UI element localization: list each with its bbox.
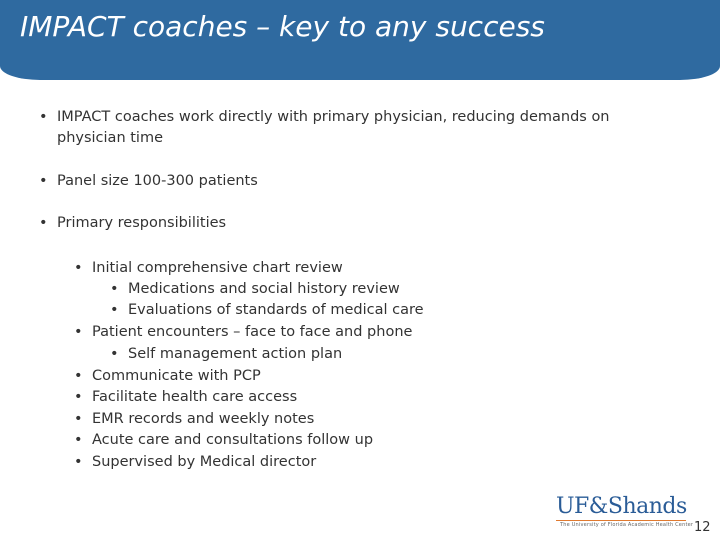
bullet-marker: • xyxy=(74,454,83,470)
sub-bullet-text: EMR records and weekly notes xyxy=(92,411,315,427)
sub-bullet-text: Patient encounters – face to face and phone xyxy=(92,324,413,340)
bullet-marker: • xyxy=(39,109,48,125)
logo-tagline: The University of Florida Academic Health Center xyxy=(560,522,694,528)
sub-bullet-item xyxy=(74,322,413,343)
bullet-marker: • xyxy=(39,173,48,189)
bullet-marker: • xyxy=(110,302,119,318)
bullet-marker: • xyxy=(39,215,48,231)
sub-bullet-item xyxy=(74,258,343,279)
sub-sub-bullet-item xyxy=(110,300,424,321)
slide-title: IMPACT coaches – key to any success xyxy=(20,10,545,43)
sub-sub-bullet-text: Evaluations of standards of medical care xyxy=(128,302,424,318)
bullet-marker: • xyxy=(74,411,83,427)
bullet-marker: • xyxy=(74,432,83,448)
sub-bullet-item xyxy=(74,430,374,451)
sub-bullet-text: Facilitate health care access xyxy=(92,389,298,405)
sub-bullet-text: Supervised by Medical director xyxy=(92,454,317,470)
logo-wordmark: UF&Shands xyxy=(556,494,687,519)
sub-bullet-text: Initial comprehensive chart review xyxy=(92,260,343,276)
sub-sub-bullet-text: Self management action plan xyxy=(128,346,343,362)
logo-rule xyxy=(556,520,686,521)
bullet-item xyxy=(39,171,258,192)
bullet-marker: • xyxy=(74,324,83,340)
sub-sub-bullet-item xyxy=(110,344,343,365)
sub-sub-bullet-text: Medications and social history review xyxy=(128,281,400,297)
bullet-marker: • xyxy=(74,389,83,405)
sub-bullet-item xyxy=(74,366,261,387)
page-number: 12 xyxy=(694,520,711,535)
bullet-item xyxy=(39,107,610,149)
uf-shands-logo xyxy=(556,494,694,528)
bullet-text: Panel size 100-300 patients xyxy=(57,173,258,189)
sub-bullet-item xyxy=(74,452,317,473)
bullet-text: IMPACT coaches work directly with primary physician, reducing demands on xyxy=(57,109,610,125)
sub-bullet-text: Communicate with PCP xyxy=(92,368,261,384)
bullet-text-continued: physician time xyxy=(57,130,164,146)
sub-sub-bullet-item xyxy=(110,279,400,300)
sub-bullet-item xyxy=(74,387,298,408)
bullet-text: Primary responsibilities xyxy=(57,215,227,231)
sub-bullet-item xyxy=(74,409,315,430)
bullet-marker: • xyxy=(110,346,119,362)
sub-bullet-text: Acute care and consultations follow up xyxy=(92,432,374,448)
bullet-item xyxy=(39,213,227,234)
bullet-marker: • xyxy=(74,260,83,276)
bullet-marker: • xyxy=(74,368,83,384)
bullet-marker: • xyxy=(110,281,119,297)
